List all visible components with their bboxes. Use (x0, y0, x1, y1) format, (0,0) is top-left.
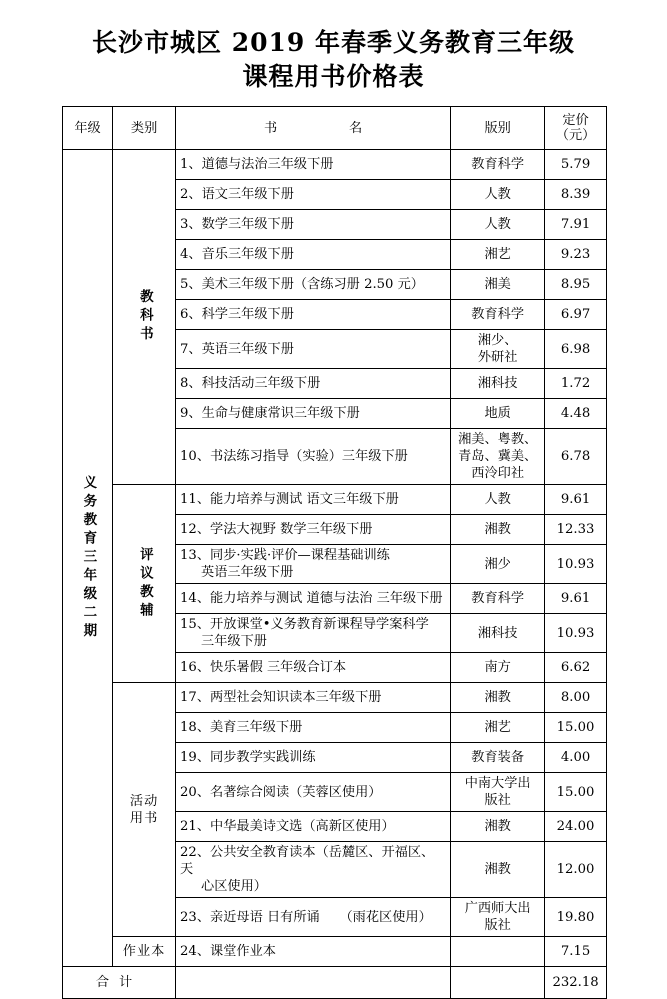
category-cell-review_aid (113, 485, 176, 683)
price-value: 5.79 (560, 157, 591, 172)
book-name-line1: 6、科学三年级下册 (180, 307, 294, 322)
publisher-cell (451, 369, 545, 399)
price-cell (545, 210, 607, 240)
book-name-cell (176, 485, 451, 515)
title-line-1: 长沙市城区 2019 年春季义务教育三年级 (92, 28, 575, 57)
book-name-line1: 9、生命与健康常识三年级下册 (180, 406, 360, 421)
price-value: 8.00 (560, 690, 591, 705)
price-value: 1.72 (560, 376, 591, 391)
book-name-line1: 5、美术三年级下册（含练习册 2.50 元） (180, 277, 424, 292)
total-value: 232.18 (552, 975, 599, 990)
publisher-cell (451, 515, 545, 545)
price-value: 6.98 (560, 341, 591, 357)
book-name-cell (176, 743, 451, 773)
price-cell (545, 614, 607, 653)
category-label-workbook: 作业本 (122, 944, 166, 959)
publisher-line1: 地质 (484, 406, 511, 421)
book-name-cell (176, 270, 451, 300)
price-value: 9.23 (560, 247, 591, 262)
header-price-line2: （元） (555, 128, 596, 143)
book-name-line1: 20、名著综合阅读（芙蓉区使用） (180, 784, 382, 800)
book-name-line1: 7、英语三年级下册 (180, 341, 294, 357)
price-cell (545, 150, 607, 180)
category-cell-activity (113, 683, 176, 937)
price-cell (545, 713, 607, 743)
price-cell (545, 515, 607, 545)
book-name-cell (176, 683, 451, 713)
price-table-container (0, 106, 667, 999)
publisher-line2: 外研社 (477, 350, 518, 365)
publisher-cell (451, 399, 545, 429)
publisher-line1: 人教 (484, 187, 511, 202)
book-name-cell (176, 713, 451, 743)
book-name-cell (176, 898, 451, 937)
book-name-cell (176, 937, 451, 967)
price-value: 4.00 (560, 750, 591, 765)
book-name-line1: 3、数学三年级下册 (180, 217, 294, 232)
publisher-line1: 广西师大出 (464, 901, 531, 916)
publisher-line1: 中南大学出 (464, 776, 531, 791)
table-row (63, 937, 607, 967)
price-value: 7.91 (560, 217, 591, 232)
publisher-line1: 湘少、 (477, 333, 518, 348)
price-cell (545, 898, 607, 937)
book-name-line1: 8、科技活动三年级下册 (180, 376, 321, 391)
publisher-line1: 教育装备 (471, 750, 525, 765)
document-title (0, 0, 667, 94)
header-publisher (451, 107, 545, 150)
publisher-line1: 湘科技 (477, 376, 518, 391)
book-name-line2: 三年级下册 (201, 634, 267, 649)
publisher-cell (451, 683, 545, 713)
price-value: 9.61 (560, 492, 591, 507)
category-cell-workbook (113, 937, 176, 967)
price-cell (545, 545, 607, 584)
price-value: 15.00 (556, 784, 595, 800)
book-name-line1: 15、开放课堂•义务教育新课程导学案科学 (180, 617, 429, 632)
book-name-cell (176, 773, 451, 812)
book-name-line1: 1、道德与法治三年级下册 (180, 157, 334, 172)
price-value: 8.95 (560, 277, 591, 292)
publisher-cell (451, 545, 545, 584)
publisher-cell (451, 614, 545, 653)
publisher-line1: 湘科技 (477, 625, 518, 641)
header-price-line1: 定价 (562, 113, 589, 128)
price-cell (545, 180, 607, 210)
total-price-cell (545, 967, 607, 999)
price-cell (545, 270, 607, 300)
publisher-line1: 湘教 (484, 690, 511, 705)
book-name-cell (176, 210, 451, 240)
category-label-activity-l2: 用书 (129, 810, 159, 826)
book-name-cell (176, 300, 451, 330)
price-cell (545, 300, 607, 330)
price-value: 4.48 (560, 406, 591, 421)
header-category-label: 类别 (130, 120, 158, 136)
book-name-line1: 23、亲近母语 日有所诵 （雨花区使用） (180, 909, 432, 925)
publisher-cell (451, 584, 545, 614)
book-name-line1: 10、书法练习指导（实验）三年级下册 (180, 449, 408, 464)
header-book-name-left: 书 (264, 120, 278, 136)
table-header-row (63, 107, 607, 150)
price-value: 24.00 (556, 819, 595, 834)
price-cell (545, 330, 607, 369)
publisher-line1: 湘美、粤教、 (458, 432, 538, 447)
publisher-line1: 南方 (484, 660, 511, 675)
category-cell-textbook (113, 150, 176, 485)
publisher-cell (451, 713, 545, 743)
publisher-cell (451, 180, 545, 210)
book-name-cell (176, 515, 451, 545)
publisher-line1: 湘教 (484, 862, 511, 877)
total-label-cell (63, 967, 176, 999)
book-name-line1: 22、公共安全教育读本（岳麓区、开福区、天 (180, 845, 435, 877)
book-name-cell (176, 842, 451, 898)
total-label: 合计 (95, 975, 143, 990)
category-label-activity-l1: 活动 (129, 793, 159, 809)
book-name-line1: 17、两型社会知识读本三年级下册 (180, 690, 382, 705)
grade-label: 义务教育三年级二期 (80, 474, 97, 642)
publisher-line1: 人教 (484, 492, 511, 507)
header-book-name-right: 名 (349, 120, 363, 136)
book-name-line2: 英语三年级下册 (201, 565, 294, 580)
total-row (63, 967, 607, 999)
price-cell (545, 240, 607, 270)
table-row (63, 150, 607, 180)
publisher-cell (451, 210, 545, 240)
publisher-cell (451, 773, 545, 812)
header-grade (63, 107, 113, 150)
price-value: 12.00 (556, 862, 595, 877)
price-value: 6.97 (560, 307, 591, 322)
grade-cell (63, 150, 113, 967)
price-value: 9.61 (560, 591, 591, 606)
header-category (113, 107, 176, 150)
book-name-line1: 13、同步·实践·评价—课程基础训练 (180, 548, 390, 563)
book-name-line1: 18、美育三年级下册 (180, 720, 303, 735)
publisher-cell (451, 150, 545, 180)
price-cell (545, 369, 607, 399)
price-value: 7.15 (560, 944, 591, 959)
price-table (62, 106, 607, 999)
price-value: 6.78 (560, 449, 591, 464)
book-name-cell (176, 584, 451, 614)
book-name-line2: 心区使用） (201, 879, 267, 894)
publisher-cell (451, 842, 545, 898)
publisher-cell (451, 898, 545, 937)
price-cell (545, 653, 607, 683)
price-value: 6.62 (560, 660, 591, 675)
publisher-cell (451, 937, 545, 967)
price-cell (545, 584, 607, 614)
table-row (63, 485, 607, 515)
book-name-line1: 21、中华最美诗文选（高新区使用） (180, 819, 395, 834)
header-book-name (176, 107, 451, 150)
book-name-line1: 16、快乐暑假 三年级合订本 (180, 660, 347, 675)
price-cell (545, 812, 607, 842)
price-value: 10.93 (556, 625, 595, 641)
total-name-cell (176, 967, 451, 999)
publisher-cell (451, 300, 545, 330)
price-cell (545, 842, 607, 898)
header-publisher-label: 版别 (484, 120, 511, 136)
header-grade-label: 年级 (74, 120, 101, 136)
title-line-2: 课程用书价格表 (242, 62, 425, 91)
price-cell (545, 399, 607, 429)
book-name-cell (176, 429, 451, 485)
price-cell (545, 937, 607, 967)
book-name-line1: 2、语文三年级下册 (180, 187, 294, 202)
publisher-line1: 湘美 (484, 277, 511, 292)
book-name-cell (176, 180, 451, 210)
category-label-review_aid: 评议教辅 (136, 546, 153, 621)
publisher-cell (451, 429, 545, 485)
publisher-line1: 人教 (484, 217, 511, 232)
price-value: 12.33 (556, 522, 595, 537)
publisher-cell (451, 330, 545, 369)
price-value: 15.00 (556, 720, 595, 735)
publisher-line3: 西泠印社 (471, 466, 525, 481)
price-value: 8.39 (560, 187, 591, 202)
category-label-textbook: 教科书 (136, 289, 153, 345)
book-name-cell (176, 150, 451, 180)
table-row (63, 683, 607, 713)
price-cell (545, 743, 607, 773)
book-name-line1: 19、同步教学实践训练 (180, 750, 316, 765)
publisher-cell (451, 812, 545, 842)
book-name-cell (176, 812, 451, 842)
publisher-line1: 教育科学 (471, 591, 525, 606)
publisher-line1: 教育科学 (471, 157, 525, 172)
total-publisher-cell (451, 967, 545, 999)
book-name-cell (176, 330, 451, 369)
publisher-cell (451, 653, 545, 683)
price-cell (545, 485, 607, 515)
book-name-cell (176, 545, 451, 584)
publisher-line1: 湘教 (484, 522, 511, 537)
book-name-line1: 11、能力培养与测试 语文三年级下册 (180, 492, 399, 507)
publisher-cell (451, 743, 545, 773)
publisher-cell (451, 485, 545, 515)
book-name-cell (176, 399, 451, 429)
publisher-cell (451, 240, 545, 270)
publisher-line2: 版社 (484, 793, 511, 808)
book-name-cell (176, 614, 451, 653)
publisher-line1: 湘少 (484, 556, 511, 572)
publisher-line1: 湘艺 (484, 720, 511, 735)
book-name-line1: 14、能力培养与测试 道德与法治 三年级下册 (180, 591, 443, 606)
publisher-line1: 湘艺 (484, 247, 511, 262)
price-cell (545, 773, 607, 812)
header-price (545, 107, 607, 150)
publisher-line1: 教育科学 (471, 307, 525, 322)
publisher-line2: 青岛、冀美、 (458, 449, 538, 464)
publisher-line1: 湘教 (484, 819, 511, 834)
book-name-cell (176, 369, 451, 399)
book-name-cell (176, 653, 451, 683)
price-value: 10.93 (556, 556, 595, 572)
book-name-cell (176, 240, 451, 270)
price-cell (545, 429, 607, 485)
book-name-line1: 4、音乐三年级下册 (180, 247, 294, 262)
book-name-line1: 12、学法大视野 数学三年级下册 (180, 522, 373, 537)
publisher-line2: 版社 (484, 918, 511, 933)
price-cell (545, 683, 607, 713)
price-value: 19.80 (556, 909, 595, 925)
publisher-cell (451, 270, 545, 300)
book-name-line1: 24、课堂作业本 (180, 944, 276, 959)
